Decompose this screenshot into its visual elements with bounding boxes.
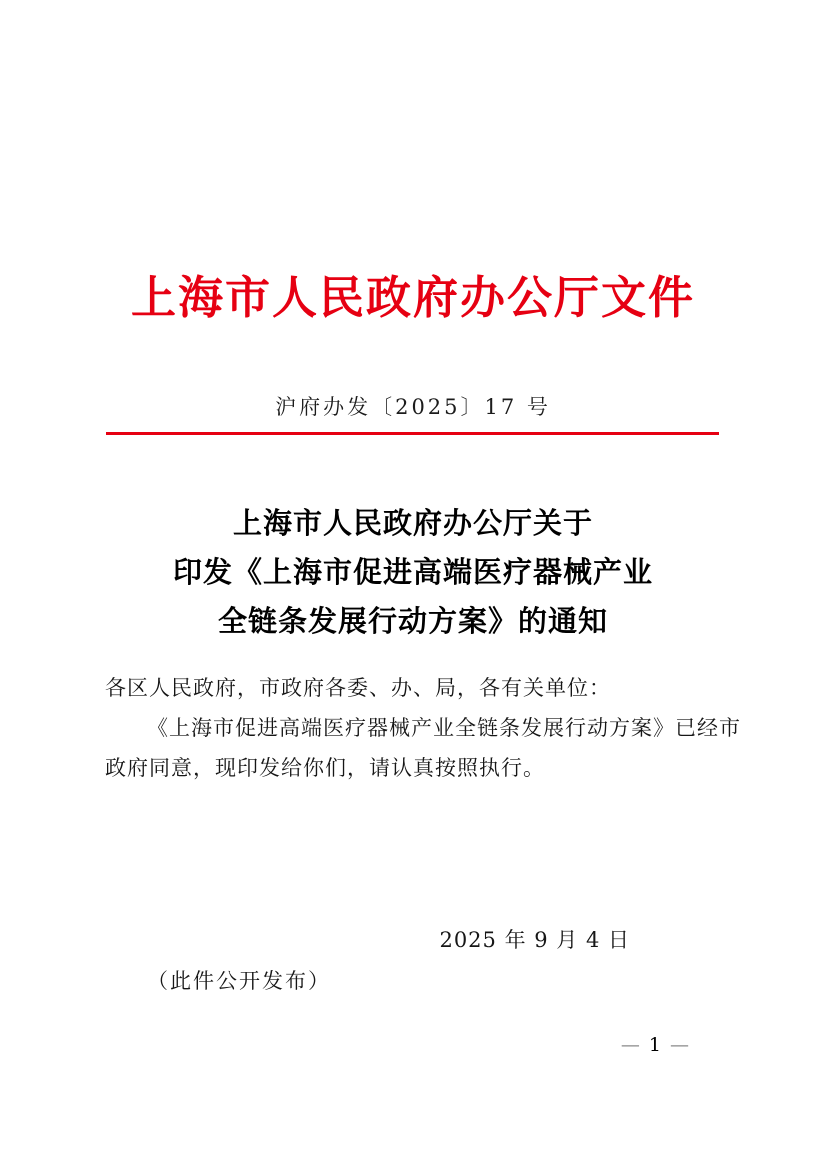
page-number-value: 1 bbox=[648, 1034, 661, 1056]
public-release-note: （此件公开发布） bbox=[147, 969, 331, 993]
body-text-line-1: 《上海市促进高端医疗器械产业全链条发展行动方案》已经市 bbox=[147, 716, 741, 740]
notice-title-line-1: 上海市人民政府办公厅关于 bbox=[232, 506, 593, 540]
page-number-dash-right: — bbox=[670, 1034, 689, 1056]
page-number bbox=[612, 1033, 698, 1057]
document-number: 沪府办发〔2025〕17 号 bbox=[275, 395, 551, 419]
header-divider-line bbox=[106, 432, 719, 435]
notice-body bbox=[105, 668, 741, 788]
page-number-dash-left: — bbox=[620, 1034, 640, 1056]
salutation-line: 各区人民政府，市政府各委、办、局，各有关单位： bbox=[105, 676, 611, 700]
notice-title-line-2: 印发《上海市促进高端医疗器械产业 bbox=[172, 555, 653, 589]
issue-date: 2025 年 9 月 4 日 bbox=[439, 928, 630, 952]
notice-title-line-3: 全链条发展行动方案》的通知 bbox=[217, 604, 608, 638]
notice-title bbox=[0, 499, 826, 646]
document-header-title: 上海市人民政府办公厅文件 bbox=[130, 271, 695, 324]
body-text-line-2: 政府同意，现印发给你们，请认真按照执行。 bbox=[105, 756, 545, 780]
